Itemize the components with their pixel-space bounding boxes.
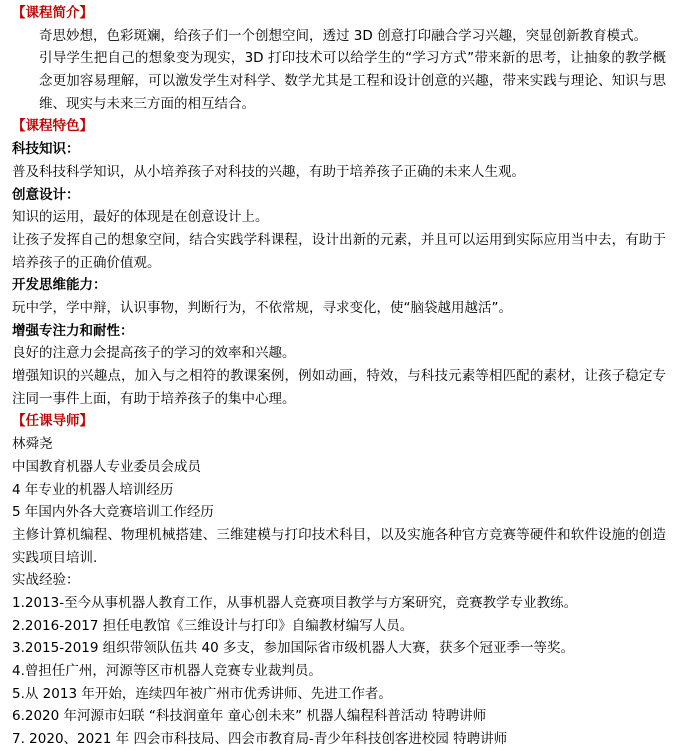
feature-text: 普及科技科学知识，从小培养孩子对科技的兴趣，有助于培养孩子正确的未来人生观。 xyxy=(12,163,525,180)
experience-item: 7. 2020、2021 年 四会市科技局、四会市教育局-青少年科技创客进校园 特聘讲师 xyxy=(12,731,508,748)
experience-item: 5.从 2013 年开始，连续四年被广州市优秀讲师、先进工作者。 xyxy=(12,685,392,702)
section-title-instructor: 【任课导师】 xyxy=(12,413,93,430)
instructor-credential: 中国教育机器人专业委员会成员 xyxy=(12,458,201,475)
feature-heading-thinking: 开发思维能力： xyxy=(12,277,107,294)
instructor-name: 林舜尧 xyxy=(12,436,53,453)
experience-item: 1.2013-至今从事机器人教育工作，从事机器人竞赛项目教学与方案研究，竞赛教学专业教练。 xyxy=(12,595,578,612)
feature-text: 增强知识的兴趣点，加入与之相符的教课案例，例如动画，特效，与科技元素等相匹配的素材，让孩子稳定专注同一事件上面，有助于培养孩子的集中心理。 xyxy=(12,368,666,407)
experience-item: 3.2015-2019 组织带领队伍共 40 多支，参加国际省市级机器人大赛，获多个冠亚季一等奖。 xyxy=(12,640,575,657)
experience-item: 4.曾担任广州，河源等区市机器人竞赛专业裁判员。 xyxy=(12,663,322,680)
feature-text: 让孩子发挥自己的想象空间，结合实践学科课程，设计出新的元素，并且可以运用到实际应用当中去，有助于培养孩子的正确价值观。 xyxy=(12,231,666,271)
instructor-credential: 4 年专业的机器人培训经历 xyxy=(12,481,174,498)
intro-paragraph-1: 奇思妙想，色彩斑斓，给孩子们一个创想空间，透过 3D 创意打印融合学习兴趣，突显创新教育模式。 xyxy=(39,27,648,44)
feature-text: 良好的注意力会提高孩子的学习的效率和兴趣。 xyxy=(12,345,296,362)
feature-heading-tech-knowledge: 科技知识： xyxy=(12,141,80,158)
experience-item: 2.2016-2017 担任电教馆《三维设计与打印》自编教材编写人员。 xyxy=(12,617,414,634)
feature-heading-creative-design: 创意设计： xyxy=(12,186,80,203)
instructor-credential: 主修计算机编程、物理机械搭建、三维建模与打印技术科目，以及实施各种官方竞赛等硬件和软件设施的创造实践项目培训. xyxy=(12,526,666,566)
experience-item: 6.2020 年河源市妇联 “科技润童年 童心创未来” 机器人编程科普活动 特聘讲师 xyxy=(12,708,487,725)
section-title-course-features: 【课程特色】 xyxy=(12,118,93,135)
feature-text: 玩中学，学中辩，认识事物，判断行为，不依常规，寻求变化，使“脑袋越用越活”。 xyxy=(12,300,512,317)
experience-label: 实战经验： xyxy=(12,572,80,589)
feature-text: 知识的运用，最好的体现是在创意设计上。 xyxy=(12,209,269,226)
feature-heading-focus: 增强专注力和耐性： xyxy=(12,322,134,339)
section-title-course-intro: 【课程简介】 xyxy=(12,5,93,21)
intro-paragraph-2: 引导学生把自己的想象变为现实，3D 打印技术可以给学生的“学习方式”带来新的思考，让抽象的教学概念更加容易理解，可以激发学生对科学、数学尤其是工程和设计创意的兴趣，带来实践与理论、知识与思维、现实与未来三方面的相互结合。 xyxy=(39,50,666,112)
instructor-credential: 5 年国内外各大竞赛培训工作经历 xyxy=(12,504,214,521)
